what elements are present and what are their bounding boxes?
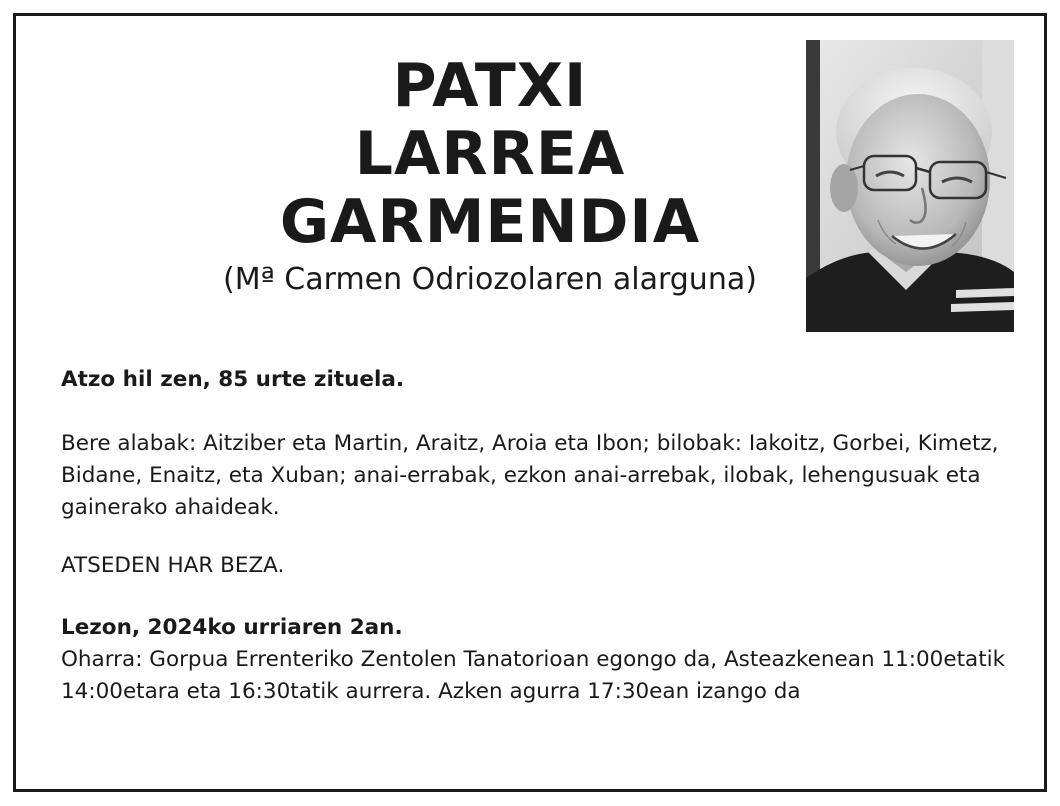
funeral-note: Oharra: Gorpua Errenteriko Zentolen Tanatorioan egongo da, Asteazkenean 11:00etatik 14:00etara eta 16:30tatik aurrera. Azken agurra 17:30ean izango da — [61, 647, 1006, 704]
rest-in-peace: ATSEDEN HAR BEZA. — [61, 553, 285, 578]
second-surname: GARMENDIA — [279, 187, 701, 257]
notice-body — [61, 364, 1021, 708]
place-and-date: Lezon, 2024ko urriaren 2an. — [61, 615, 403, 640]
deceased-name-block — [180, 52, 800, 300]
portrait-photo-icon — [806, 40, 1014, 332]
family-members: Bere alabak: Aitziber eta Martin, Araitz, Aroia eta Ibon; bilobak: Iakoitz, Gorbei, Kimetz, Bidane, Enaitz, eta Xuban; anai-errabak, ezkon anai-arrebak, ilobak, lehengusuak eta gainerako ahaideak. — [61, 431, 999, 520]
death-notice: Atzo hil zen, 85 urte zituela. — [61, 367, 405, 392]
first-name: PATXI — [392, 51, 588, 121]
portrait-photo — [806, 40, 1014, 332]
widower-subtitle: (Mª Carmen Odriozolaren alarguna) — [223, 262, 757, 297]
first-surname: LARREA — [354, 119, 626, 189]
